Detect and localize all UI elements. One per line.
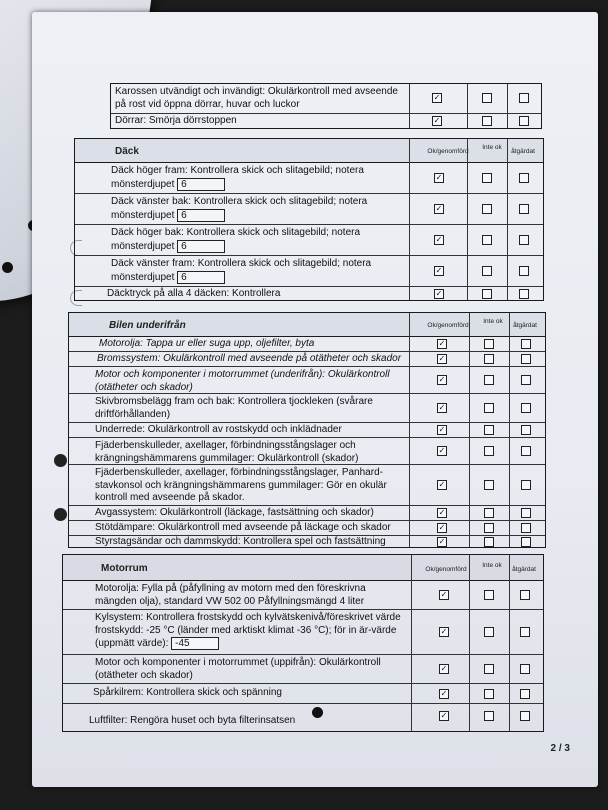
ok-checkbox[interactable] [439,711,449,721]
not-ok-checkbox[interactable] [482,204,492,214]
col-not-ok-header: Inte ok [482,144,502,151]
not-ok-checkbox[interactable] [484,403,494,413]
row-label: Dörrar: Smörja dörrstoppen [115,115,237,126]
not-ok-checkbox[interactable] [484,446,494,456]
not-ok-checkbox[interactable] [482,266,492,276]
tires-section [74,138,544,301]
row-label: Däck vänster fram: Kontrollera skick och slitagebild; notera mönsterdjupet 6 [111,258,372,283]
tread-depth-field[interactable]: 6 [177,178,225,191]
row-label: Luftfilter: Rengöra huset och byta filterinsatsen [89,715,296,726]
col-not-ok-header: Inte ok [483,318,503,325]
not-ok-checkbox[interactable] [484,480,494,490]
not-ok-checkbox[interactable] [484,627,494,637]
ok-checkbox[interactable] [437,354,447,364]
ok-checkbox[interactable] [434,235,444,245]
table-row [63,704,543,733]
page-number: 2 / 3 [550,743,570,754]
table-row [69,337,545,352]
row-label: Underrede: Okulärkontroll av rostskydd och inklädnader [95,424,342,435]
row-label: Bromssystem: Okulärkontroll med avseende på otätheter och skador [97,353,402,364]
table-row [63,655,543,684]
done-checkbox[interactable] [520,711,530,721]
not-ok-checkbox[interactable] [484,537,494,547]
row-label: Fjäderbenskulleder, axellager, förbindningsstångslager, Panhard-stavkonsol och krängningshämmarens gummilager: Gör en okulär kontroll med avseende på skador. [95,467,387,503]
row-label: Motor och komponenter i motorrummet (underifrån): Okulärkontroll (otätheter och skador) [95,369,390,393]
ok-checkbox[interactable] [439,664,449,674]
not-ok-checkbox[interactable] [484,590,494,600]
ok-checkbox[interactable] [437,537,447,547]
row-label: Däck höger bak: Kontrollera skick och slitagebild; notera mönsterdjupet 6 [111,227,361,252]
punch-hole [54,454,67,467]
ok-checkbox[interactable] [437,375,447,385]
not-ok-checkbox[interactable] [482,289,492,299]
done-checkbox[interactable] [519,204,529,214]
row-label: Däcktryck på alla 4 däcken: Kontrollera [107,288,281,299]
ok-checkbox[interactable] [439,689,449,699]
ok-checkbox[interactable] [434,266,444,276]
not-ok-checkbox[interactable] [484,711,494,721]
table-row [69,423,545,438]
section-header [69,313,545,337]
done-checkbox[interactable] [520,689,530,699]
ok-checkbox[interactable] [437,403,447,413]
done-checkbox[interactable] [519,173,529,183]
done-checkbox[interactable] [521,508,531,518]
row-label: Stötdämpare: Okulärkontroll med avseende på läckage och skador [95,522,391,533]
col-done-header: åtgärdat [512,566,536,573]
table-row [111,84,541,114]
checklist-sheet [32,12,598,787]
done-checkbox[interactable] [521,523,531,533]
done-checkbox[interactable] [519,235,529,245]
underbody-section [68,312,546,548]
table-row [69,394,545,423]
section-title: Bilen underifrån [109,320,186,331]
table-row [69,438,545,465]
body-section [110,83,542,129]
done-checkbox[interactable] [521,375,531,385]
row-label: Motorolja: Tappa ur eller suga upp, oljefilter, byta [99,338,315,349]
done-checkbox[interactable] [519,93,529,103]
tread-depth-field[interactable]: 6 [177,209,225,222]
not-ok-checkbox[interactable] [482,116,492,126]
ok-checkbox[interactable] [437,446,447,456]
table-row [111,114,541,130]
done-checkbox[interactable] [519,289,529,299]
tread-depth-field[interactable]: 6 [177,271,225,284]
row-label: Däck höger fram: Kontrollera skick och slitagebild; notera mönsterdjupet 6 [111,165,364,190]
not-ok-checkbox[interactable] [482,173,492,183]
not-ok-checkbox[interactable] [482,235,492,245]
table-row [63,610,543,655]
table-row [69,367,545,394]
not-ok-checkbox[interactable] [484,354,494,364]
not-ok-checkbox[interactable] [482,93,492,103]
row-label: Motorolja: Fylla på (påfyllning av motorn med den föreskrivna mängden olja), standard VW 502 00 Påfyllningsmängd 4 liter [95,583,366,607]
done-checkbox[interactable] [520,627,530,637]
not-ok-checkbox[interactable] [484,339,494,349]
antifreeze-value-field[interactable]: -45 [171,637,219,650]
section-header [63,555,543,581]
ok-checkbox[interactable] [437,480,447,490]
ok-checkbox[interactable] [439,590,449,600]
ok-checkbox[interactable] [437,508,447,518]
table-row [75,287,543,302]
table-row [69,465,545,506]
done-checkbox[interactable] [519,266,529,276]
ok-checkbox[interactable] [432,116,442,126]
row-label: Motor och komponenter i motorrummet (uppifrån): Okulärkontroll (otätheter och skador) [95,657,381,681]
done-checkbox[interactable] [521,446,531,456]
table-row [63,581,543,610]
table-row [75,225,543,256]
col-done-header: åtgärdat [513,322,537,329]
row-label: Karossen utvändigt och invändigt: Okulärkontroll med avseende på rost vid öppna dörrar, huvar och luckor [115,86,398,110]
done-checkbox[interactable] [519,116,529,126]
ok-checkbox[interactable] [434,204,444,214]
not-ok-checkbox[interactable] [484,425,494,435]
tread-depth-field[interactable]: 6 [177,240,225,253]
done-checkbox[interactable] [521,403,531,413]
ok-checkbox[interactable] [439,627,449,637]
row-label: Avgassystem: Okulärkontroll (läckage, fastsättning och skador) [95,507,374,518]
table-row [69,352,545,367]
section-title: Däck [115,146,139,157]
ok-checkbox[interactable] [437,425,447,435]
col-not-ok-header: Inte ok [482,562,502,569]
done-checkbox[interactable] [521,537,531,547]
done-checkbox[interactable] [521,480,531,490]
done-checkbox[interactable] [520,590,530,600]
not-ok-checkbox[interactable] [484,664,494,674]
table-row [69,521,545,536]
col-ok-header: Ok/genomförd [427,148,469,155]
col-ok-header: Ok/genomförd [425,566,467,573]
done-checkbox[interactable] [521,425,531,435]
engine-bay-section [62,554,544,732]
table-row [75,256,543,287]
section-header [75,139,543,163]
punch-hole [54,508,67,521]
row-label: Skivbromsbelägg fram och bak: Kontrollera tjockleken (svårare driftförhållanden) [95,396,373,420]
table-row [75,163,543,194]
not-ok-checkbox[interactable] [484,689,494,699]
ok-checkbox[interactable] [432,93,442,103]
done-checkbox[interactable] [520,664,530,674]
not-ok-checkbox[interactable] [484,523,494,533]
done-checkbox[interactable] [521,354,531,364]
done-checkbox[interactable] [521,339,531,349]
ok-checkbox[interactable] [437,523,447,533]
row-label: Däck vänster bak: Kontrollera skick och slitagebild; notera mönsterdjupet 6 [111,196,368,221]
table-row [69,536,545,549]
punch-hole [2,262,13,273]
ok-checkbox[interactable] [437,339,447,349]
section-title: Motorrum [101,563,148,574]
row-label: Styrstagsändar och dammskydd: Kontrollera spel och fastsättning [95,536,386,547]
row-label: Spårkilrem: Kontrollera skick och spänning [93,687,282,698]
row-label: Kylsystem: Kontrollera frostskydd och kylvätskenivå/föreskrivet värde frostskydd: -25 °C (länder med arktiskt klimat -36 °C); för in är-värde (uppmätt värde): -45 [95,612,401,650]
not-ok-checkbox[interactable] [484,375,494,385]
not-ok-checkbox[interactable] [484,508,494,518]
ok-checkbox[interactable] [434,289,444,299]
row-label: Fjäderbenskulleder, axellager, förbindningsstångslager och krängningshämmarens gummilager: Okulärkontroll (skador) [95,440,359,464]
table-row [69,506,545,521]
table-row [75,194,543,225]
col-ok-header: Ok/genomförd [427,322,469,329]
col-done-header: åtgärdat [511,148,535,155]
ok-checkbox[interactable] [434,173,444,183]
table-row [63,684,543,704]
